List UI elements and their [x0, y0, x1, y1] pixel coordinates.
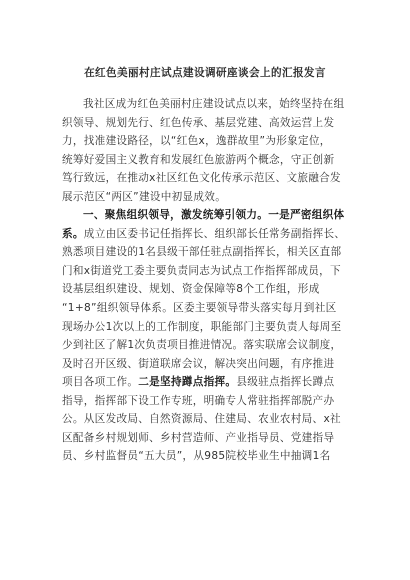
body-line	[62, 262, 352, 281]
body-line	[62, 225, 352, 244]
body-text-segment: 及时召开区级、街道联席会议，解决突出问题，有序推进	[62, 357, 335, 370]
section-heading-text: 一、聚焦组织领导，激发统筹引领力。一是严密组织体	[83, 209, 345, 222]
body-line	[62, 206, 352, 225]
body-text-segment: 展示范区“两区”建设中初显成效。	[62, 190, 227, 203]
body-line	[62, 318, 352, 337]
body-text-segment: 统筹好爱国主义教育和发展红色旅游两个概念，守正创新	[62, 153, 335, 166]
body-line	[62, 447, 352, 466]
body-text-segment: “1+8”组织领导体系。区委主要领导带头落实每月到社区	[62, 302, 337, 315]
document-title: 在红色美丽村庄试点建设调研座谈会上的汇报发言	[84, 67, 326, 79]
body-line	[62, 114, 352, 133]
body-text-segment: 现场办公1次以上的工作制度，职能部门主要负责人每周至	[62, 320, 342, 333]
body-line	[62, 410, 352, 429]
body-line	[62, 355, 352, 374]
body-line	[62, 392, 352, 411]
body-line	[62, 132, 352, 151]
body-line	[62, 151, 352, 170]
body-line	[62, 299, 352, 318]
section-heading-text: 系。	[62, 227, 84, 240]
body-line	[62, 95, 352, 114]
body-text-segment: 我社区成为红色美丽村庄建设试点以来，始终坚持在组	[83, 98, 345, 110]
body-line	[62, 169, 352, 188]
body-line	[62, 373, 352, 392]
body-text-segment: 成立由区委书记任指挥长、组织部长任常务副指挥长、	[83, 227, 346, 240]
body-line	[62, 280, 352, 299]
body-line	[62, 243, 352, 262]
body-text-segment: 指导，指挥部下设工作专班，明确专人常驻指挥部脱产办	[62, 394, 335, 407]
body-text-segment: 门和x街道党工委主要负责同志为试点工作指挥部成员，下	[62, 264, 341, 277]
body-text-segment: 区配备乡村规划师、乡村营造师、产业指导员、党建指导	[62, 431, 335, 444]
body-text-segment: 熟悉项目建设的1名县级干部任驻点副指挥长，相关区直部	[62, 246, 342, 259]
document-body	[62, 95, 352, 466]
body-text-segment: 少到社区了解1次负责项目推进情况。落实联席会议制度，	[62, 339, 342, 352]
body-line	[62, 429, 352, 448]
body-text-segment: 力，找准建设路径，以“红色x，逸群故里”为形象定位，	[62, 135, 331, 148]
body-text-segment: 员、乡村监督员“五大员”，从985院校毕业生中抽调1名	[62, 450, 331, 463]
section-heading-text: 二是坚持蹲点指挥。	[138, 376, 237, 389]
body-text-segment: 公。从区发改局、自然资源局、住建局、农业农村局、x社	[62, 413, 341, 426]
body-text-segment: 项目各项工作。	[62, 376, 139, 389]
body-line	[62, 188, 352, 207]
body-text-segment: 设基层组织建设、规划、资金保障等8个工作组，形成	[62, 283, 320, 296]
body-text-segment: 县级驻点指挥长蹲点	[236, 376, 335, 389]
body-text-segment: 笃行致远，在推动x社区红色文化传承示范区、文旅融合发	[62, 172, 341, 185]
body-text-segment: 织领导、规划先行、红色传承、基层党建、高效运营上发	[62, 116, 335, 129]
body-line	[62, 336, 352, 355]
